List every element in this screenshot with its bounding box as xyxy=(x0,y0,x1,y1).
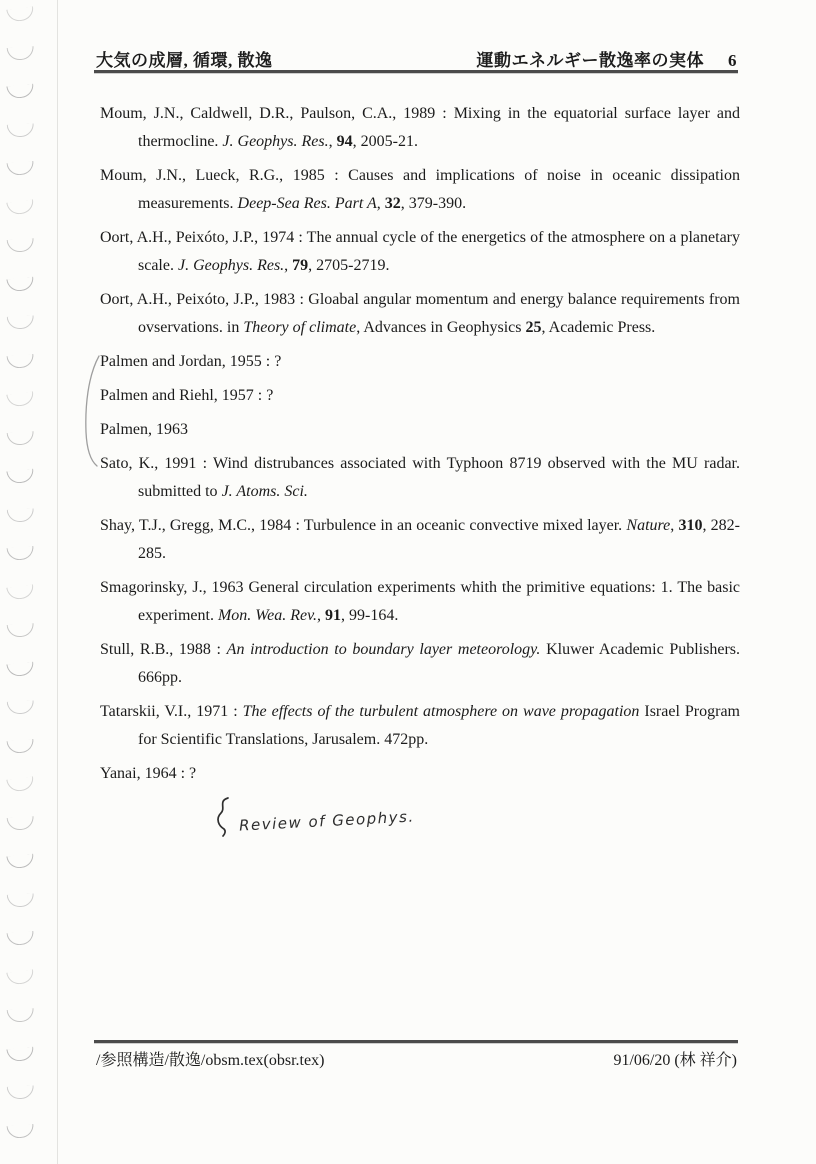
reference-segment: , xyxy=(317,607,326,624)
reference-segment: Tatarskii, V.I., 1971 : xyxy=(100,703,243,720)
reference-segment: Theory of climate xyxy=(243,319,357,336)
reference-segment: The effects of the turbulent atmosphere on wave propagation xyxy=(242,703,640,720)
reference-segment: Yanai, 1964 : ? xyxy=(100,765,197,782)
binding-hole-mark xyxy=(7,893,35,907)
binding-hole-mark xyxy=(7,700,35,714)
page-footer xyxy=(96,1047,737,1070)
binding-hole-mark xyxy=(7,816,35,831)
page-number: 6 xyxy=(728,51,737,70)
reference-segment: 79 xyxy=(292,257,309,274)
reference-segment: 94 xyxy=(336,133,353,150)
reference-segment: Shay, T.J., Gregg, M.C., 1984 : Turbulence in an oceanic convective mixed layer. xyxy=(100,517,627,534)
binding-hole-mark xyxy=(6,931,34,946)
reference-segment: , 2705-2719. xyxy=(308,257,390,274)
reference-segment: Kluwer Academic Publishers. 666pp. xyxy=(138,641,741,686)
binding-hole-mark xyxy=(6,199,34,215)
binding-hole-mark xyxy=(6,84,34,100)
binding-hole-mark xyxy=(6,776,34,792)
binding-hole-mark xyxy=(7,508,35,522)
binding-hole-mark xyxy=(6,391,34,407)
reference-segment: , xyxy=(328,133,337,150)
reference-entry xyxy=(100,574,740,630)
reference-segment: Nature xyxy=(626,517,671,534)
reference-entry xyxy=(100,286,740,342)
handwritten-note xyxy=(213,794,473,846)
reference-segment: , xyxy=(670,517,679,534)
binding-hole-mark xyxy=(6,1123,34,1138)
reference-entry xyxy=(100,760,740,788)
reference-segment: Moum, J.N., Lueck, R.G., 1985 : Causes and implications of noise in oceanic dissipation measurements. xyxy=(100,167,740,212)
reference-segment: Stull, R.B., 1988 : xyxy=(100,641,227,658)
reference-segment: , 2005-21. xyxy=(352,133,418,150)
binding-hole-mark xyxy=(7,431,35,446)
binding-hole-mark xyxy=(6,161,34,176)
binding-hole-mark xyxy=(6,661,34,677)
binding-hole-mark xyxy=(7,238,35,253)
handwritten-note-text: Review of Geophys. xyxy=(238,807,416,835)
footer-rule xyxy=(94,1040,738,1043)
reference-entry xyxy=(100,382,740,410)
reference-segment: , xyxy=(376,195,385,212)
reference-segment: , Advances in Geophysics xyxy=(356,319,526,336)
reference-segment: J. Atoms. Sci. xyxy=(221,483,308,500)
binding-hole-mark xyxy=(6,1046,34,1062)
reference-segment: Israel Program for Scientific Translations, Jarusalem. 472pp. xyxy=(138,703,740,748)
handwritten-squiggle-icon xyxy=(213,796,233,838)
reference-segment: , Academic Press. xyxy=(541,319,656,336)
binding-hole-mark xyxy=(6,854,34,870)
reference-entry xyxy=(100,224,740,280)
header-right-title: 運動エネルギー散逸率の実体 xyxy=(476,51,704,70)
header-rule xyxy=(94,70,738,73)
reference-list xyxy=(100,100,740,794)
reference-segment: 310 xyxy=(678,517,703,534)
reference-segment: Moum, J.N., Caldwell, D.R., Paulson, C.A., 1989 : Mixing in the equatorial surface layer and thermocline. xyxy=(100,105,740,150)
binding-hole-mark xyxy=(6,6,34,22)
binding-hole-mark xyxy=(6,353,34,368)
header-left-title: 大気の成層, 循環, 散逸 xyxy=(96,51,273,70)
reference-segment: , 99-164. xyxy=(341,607,399,624)
reference-entry xyxy=(100,348,740,376)
binding-hole-mark xyxy=(6,969,34,985)
reference-segment: Palmen and Riehl, 1957 : ? xyxy=(100,387,274,404)
handwritten-bracket-mark xyxy=(82,354,102,468)
reference-segment: An introduction to boundary layer meteorology. xyxy=(226,641,541,658)
header-right-group xyxy=(477,46,738,71)
reference-segment: Sato, K., 1991 : Wind distrubances associated with Typhoon 8719 observed with the MU radar. submitted to xyxy=(100,455,740,500)
reference-entry xyxy=(100,416,740,444)
binding-hole-mark xyxy=(7,1085,35,1099)
binding-hole-mark xyxy=(7,46,35,61)
reference-entry xyxy=(100,636,740,692)
footer-file-path: /参照構造/散逸/obsm.tex(obsr.tex) xyxy=(96,1052,325,1069)
reference-segment: Deep-Sea Res. Part A xyxy=(237,195,377,212)
reference-entry xyxy=(100,450,740,506)
reference-segment: Oort, A.H., Peixóto, J.P., 1983 : Gloabal angular momentum and energy balance requirements from ovservations. in xyxy=(100,291,740,336)
reference-segment: , xyxy=(284,257,293,274)
binding-hole-mark xyxy=(7,315,35,329)
binding-hole-mark xyxy=(6,546,34,561)
reference-segment: , 379-390. xyxy=(400,195,467,212)
paper-edge-shadow xyxy=(57,0,58,1164)
binding-hole-mark xyxy=(7,1008,35,1023)
binding-hole-mark xyxy=(6,584,34,600)
reference-segment: Mon. Wea. Rev. xyxy=(217,607,318,624)
binding-hole-mark xyxy=(6,276,34,292)
footer-date-author: 91/06/20 (林 祥介) xyxy=(613,1052,737,1069)
binding-hole-mark xyxy=(6,738,34,753)
reference-segment: Palmen and Jordan, 1955 : ? xyxy=(100,353,282,370)
reference-segment: 25 xyxy=(525,319,542,336)
reference-segment: J. Geophys. Res. xyxy=(177,257,285,274)
binding-hole-mark xyxy=(7,623,35,638)
spiral-binding xyxy=(0,0,60,1164)
reference-segment: 32 xyxy=(384,195,401,212)
binding-hole-mark xyxy=(7,123,35,137)
binding-hole-mark xyxy=(6,469,34,485)
reference-segment: 91 xyxy=(325,607,342,624)
reference-entry xyxy=(100,100,740,156)
reference-segment: J. Geophys. Res. xyxy=(222,133,329,150)
reference-segment: Smagorinsky, J., 1963 General circulation experiments whith the primitive equations: 1. The basic experiment. xyxy=(100,579,740,624)
reference-entry xyxy=(100,512,740,568)
reference-entry xyxy=(100,162,740,218)
page-header xyxy=(96,46,737,71)
reference-entry xyxy=(100,698,740,754)
reference-segment: Palmen, 1963 xyxy=(100,421,188,438)
reference-segment: , 282-285. xyxy=(138,517,741,562)
reference-segment: Oort, A.H., Peixóto, J.P., 1974 : The annual cycle of the energetics of the atmosphere on a planetary scale. xyxy=(100,229,740,274)
